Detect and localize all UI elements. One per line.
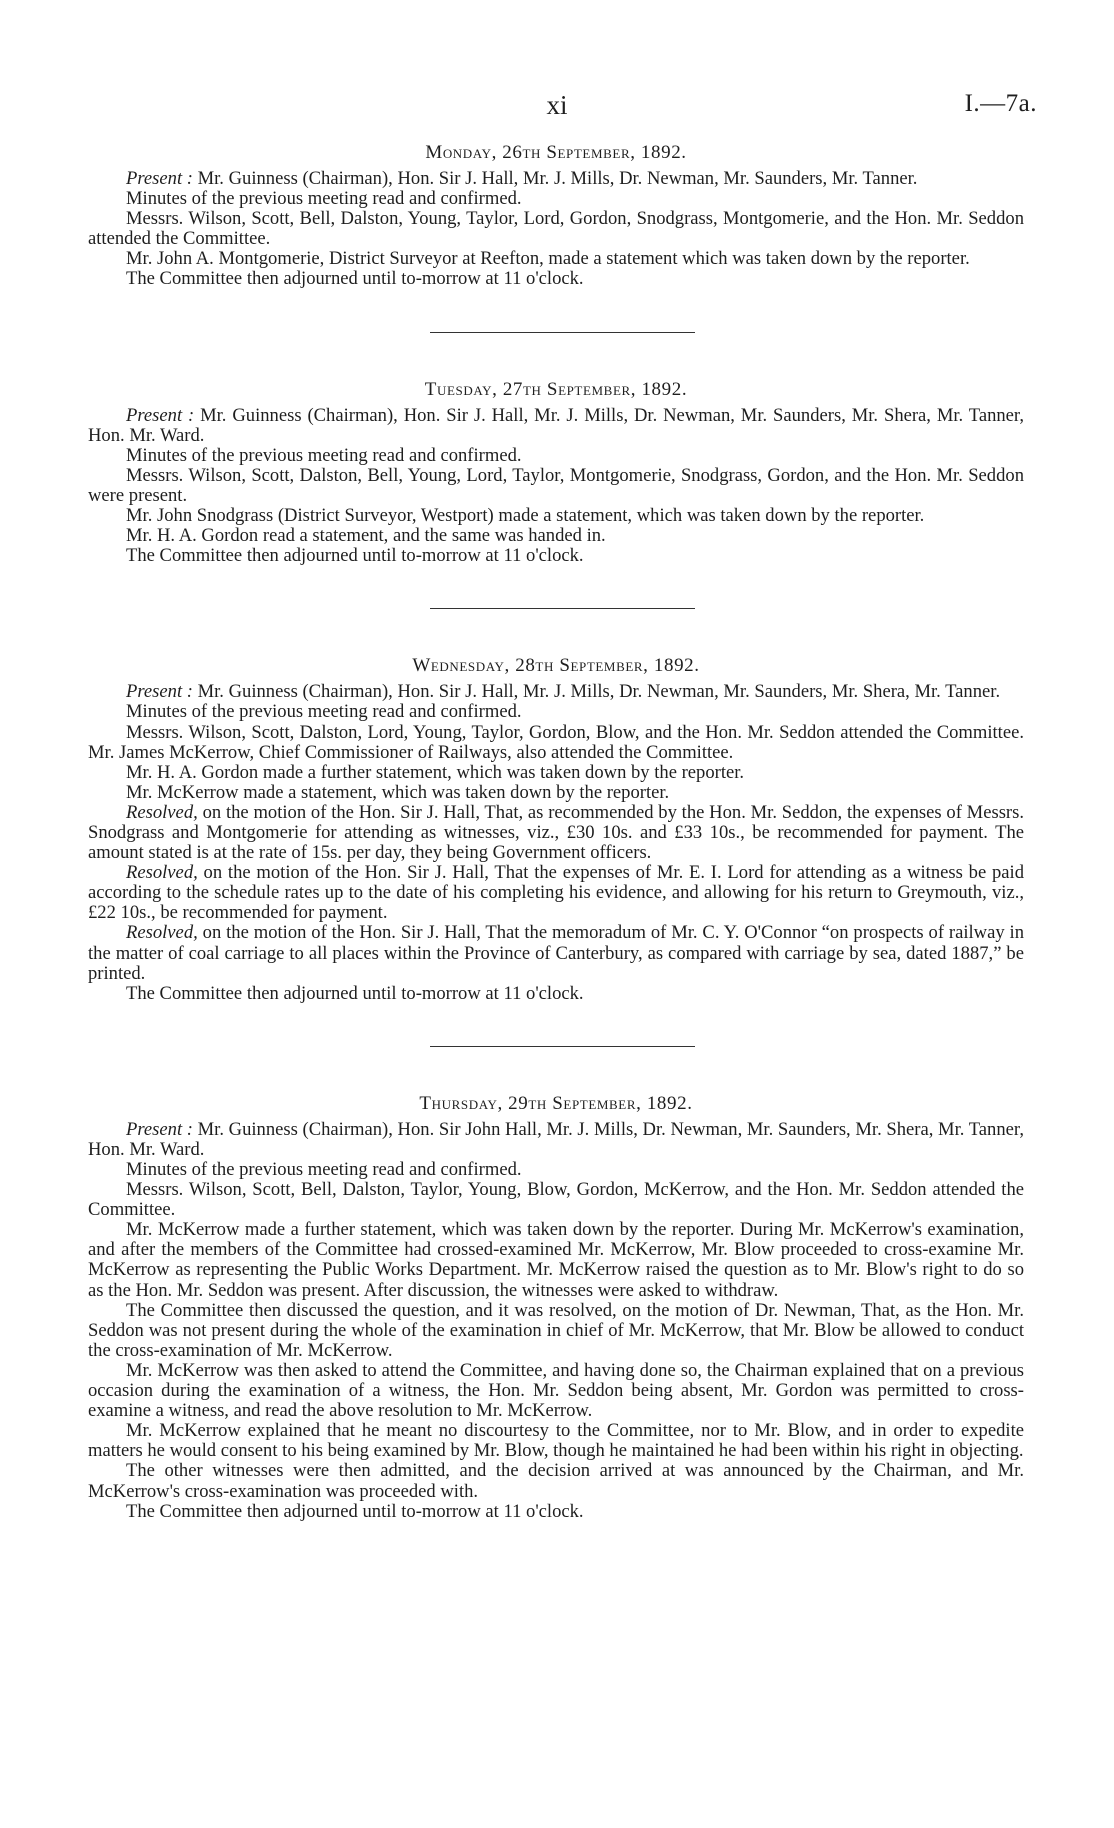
minutes-body — [88, 143, 1024, 1522]
paragraph: Minutes of the previous meeting read and confirmed. — [126, 444, 522, 466]
present-label: Present : — [126, 1118, 193, 1140]
present-paragraph — [88, 1120, 1024, 1160]
paragraph: Minutes of the previous meeting read and confirmed. — [126, 1159, 522, 1180]
resolution-text: on the motion of the Hon. Sir J. Hall, That the memoradum of Mr. C. Y. O'Connor “on prospects of railway in the matter of coal carriage to all places within the Province of Canterbury, as compared with carriage by sea, dated 1887,” be printed. — [88, 922, 1024, 984]
section-divider — [88, 566, 1024, 656]
minutes-section-monday — [88, 143, 1024, 290]
minutes-section-tuesday — [88, 380, 1024, 567]
resolved-label: Resolved, — [126, 801, 198, 823]
resolution-text: on the motion of the Hon. Sir J. Hall, That, as recommended by the Hon. Mr. Seddon, the expenses of Messrs. Snodgrass and Montgomerie for attending as witnesses, viz., £30 10s. and £33 10s., be recommended for payment. The amount stated is at the rate of 15s. per day, they being Government officers. — [88, 801, 1025, 864]
paragraph: Minutes of the previous meeting read and confirmed. — [126, 188, 522, 210]
present-label: Present : — [126, 681, 193, 703]
divider-rule — [430, 1046, 695, 1047]
present-members: Mr. Guinness (Chairman), Hon. Sir J. Hall, Mr. J. Mills, Dr. Newman, Mr. Saunders, Mr. Tanner. — [197, 168, 918, 189]
resolution-text: on the motion of the Hon. Sir J. Hall, That the expenses of Mr. E. I. Lord for attending as a witness be paid according to the schedule rates up to the date of his completing his evidence, and allowing for his return to Greymouth, viz., £22 10s., be recommended for payment. — [88, 862, 1024, 924]
paragraph: Messrs. Wilson, Scott, Dalston, Bell, Young, Lord, Taylor, Montgomerie, Snodgrass, Gordon, and the Hon. Mr. Seddon were present. — [88, 464, 1024, 506]
paragraph: The Committee then adjourned until to-morrow at 11 o'clock. — [126, 545, 584, 567]
present-members: Mr. Guinness (Chairman), Hon. Sir J. Hall, Mr. J. Mills, Dr. Newman, Mr. Saunders, Mr. Shera, Mr. Tanner. — [197, 681, 1001, 703]
paragraph: Mr. H. A. Gordon read a statement, and the same was handed in. — [126, 525, 606, 547]
present-paragraph — [88, 169, 1024, 189]
paragraph: Messrs. Wilson, Scott, Bell, Dalston, Young, Taylor, Lord, Gordon, Snodgrass, Montgomerie, and the Hon. Mr. Seddon attended the Committee. — [88, 208, 1024, 250]
section-heading: Thursday, 29th September, 1892. — [419, 1092, 693, 1114]
resolved-label: Resolved, — [126, 862, 198, 884]
present-members: Mr. Guinness (Chairman), Hon. Sir J. Hall, Mr. J. Mills, Dr. Newman, Mr. Saunders, Mr. Shera, Mr. Tanner, Hon. Mr. Ward. — [88, 404, 1025, 446]
present-label: Present : — [126, 168, 193, 189]
section-divider — [88, 1004, 1024, 1094]
divider-rule — [430, 608, 695, 609]
resolved-label: Resolved, — [126, 922, 198, 944]
paragraph: The Committee then adjourned until to-morrow at 11 o'clock. — [126, 268, 584, 290]
minutes-section-thursday — [88, 1094, 1024, 1522]
paragraph: The Committee then adjourned until to-morrow at 11 o'clock. — [126, 1500, 584, 1522]
resolution-paragraph — [88, 923, 1024, 983]
paragraph: Mr. McKerrow explained that he meant no discourtesy to the Committee, nor to Mr. Blow, and in order to expedite matters he would consent to his being examined by Mr. Blow, though he maintained he had been within his right in objecting. — [88, 1420, 1024, 1462]
divider-rule — [430, 332, 695, 333]
paragraph: Messrs. Wilson, Scott, Bell, Dalston, Taylor, Young, Blow, Gordon, McKerrow, and the Hon. Mr. Seddon attended the Committee. — [88, 1179, 1024, 1221]
page-number: xi — [546, 90, 568, 120]
present-members: Mr. Guinness (Chairman), Hon. Sir John Hall, Mr. J. Mills, Dr. Newman, Mr. Saunders, Mr. Shera, Mr. Tanner, Hon. Mr. Ward. — [88, 1118, 1024, 1160]
minutes-section-wednesday — [88, 656, 1024, 1004]
paragraph: Mr. McKerrow made a statement, which was taken down by the reporter. — [126, 781, 670, 803]
section-heading: Monday, 26th September, 1892. — [425, 142, 687, 163]
paragraph: The other witnesses were then admitted, and the decision arrived at was announced by the Chairman, and Mr. McKerrow's cross-examination was proceeded with. — [88, 1460, 1024, 1502]
paragraph: Messrs. Wilson, Scott, Dalston, Lord, Young, Taylor, Gordon, Blow, and the Hon. Mr. Seddon attended the Committee. Mr. James McKerrow, Chief Commissioner of Railways, also attended the Committee. — [88, 721, 1024, 763]
section-heading: Wednesday, 28th September, 1892. — [412, 655, 700, 677]
present-paragraph — [88, 406, 1024, 446]
page-header — [0, 90, 1114, 124]
resolution-paragraph — [88, 803, 1024, 863]
paragraph: Mr. McKerrow was then asked to attend the Committee, and having done so, the Chairman explained that on a previous occasion during the examination of a witness, the Hon. Mr. Seddon being absent, Mr. Gordon was permitted to cross-examine a witness, and read the above resolution to Mr. McKerrow. — [88, 1359, 1024, 1422]
paragraph: The Committee then discussed the question, and it was resolved, on the motion of Dr. Newman, That, as the Hon. Mr. Seddon was not present during the whole of the examination in chief of Mr. McKerrow, that Mr. Blow be allowed to conduct the cross-examination of Mr. McKerrow. — [88, 1299, 1024, 1361]
paragraph: Mr. John Snodgrass (District Surveyor, Westport) made a statement, which was taken down by the reporter. — [126, 505, 925, 527]
paragraph: Mr. McKerrow made a further statement, which was taken down by the reporter. During Mr. McKerrow's examination, and after the members of the Committee had crossed-examined Mr. McKerrow, Mr. Blow proceeded to cross-examine Mr. McKerrow as representing the Public Works Department. Mr. McKerrow raised the question as to Mr. Blow's right to do so as the Hon. Mr. Seddon was present. After discussion, the witnesses were asked to withdraw. — [88, 1219, 1024, 1301]
present-paragraph — [88, 682, 1024, 702]
resolution-paragraph — [88, 863, 1024, 923]
section-heading: Tuesday, 27th September, 1892. — [424, 378, 688, 400]
paragraph: Minutes of the previous meeting read and confirmed. — [126, 701, 522, 723]
paragraph: The Committee then adjourned until to-morrow at 11 o'clock. — [126, 982, 584, 1004]
paragraph: Mr. John A. Montgomerie, District Surveyor at Reefton, made a statement which was taken down by the reporter. — [126, 248, 970, 270]
paragraph: Mr. H. A. Gordon made a further statement, which was taken down by the reporter. — [126, 761, 745, 783]
document-reference: I.—7a. — [964, 90, 1037, 117]
present-label: Present : — [126, 404, 195, 426]
section-divider — [88, 290, 1024, 380]
